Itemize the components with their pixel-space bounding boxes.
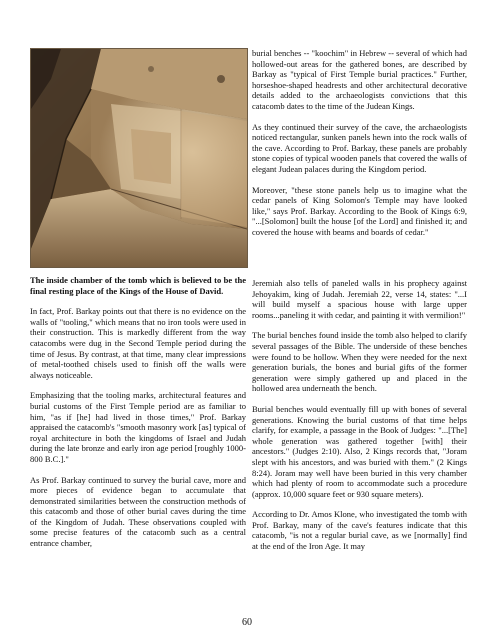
paragraph: As they continued their survey of the cave, the archaeologists noticed rectangular, sunken panels hewn into the rock walls of the cave. According to Prof. Barkay, these panels are probably stone copies of typical wooden panels that covered the walls of elegant Judean palaces during the Kingdom period. [252,121,467,174]
paragraph: burial benches -- "koochim" in Hebrew -- several of which had hollowed-out areas for the gathered bones, are described by Barkay as "typical of First Temple burial practices." Further, horseshoe-shaped headrests and other architectural decorative details added to the archaeologists convictions that this catacomb dates to the time of the Judean Kings. [252,48,467,111]
paragraph: As Prof. Barkay continued to survey the burial cave, more and more pieces of evidence began to accumulate that demonstrated similarities between the construction methods of this catacomb and those of other burial caves during the time of the Kingdom of Judah. These observations coupled with some precise features of the catacomb such as a central entrance chamber, [30,474,246,549]
right-column-top [252,48,467,248]
paragraph: Burial benches would eventually fill up with bones of several generations. Knowing the burial customs of that time helps clarify, for example, a passage in the Book of Judges: "...[The] whole generation was gathered together [with] their ancestors." (Judges 2:10). Also, 2 Kings records that, "Joram slept with his ancestors, and was buried with them." (2 Kings 8:24). Joram may well have been buried in this very chamber which had plenty of room to accommodate such a procedure (approx. 10,000 square feet or 930 square meters). [252,403,467,499]
right-column-bottom [252,278,467,562]
paragraph: According to Dr. Amos Klone, who investigated the tomb with Prof. Barkay, many of the cave's features indicate that this catacomb, "is not a regular burial cave, as we [normally] find at the end of the Iron Age. It may [252,509,467,552]
cave-tomb-photo [30,48,248,268]
paragraph: Emphasizing that the tooling marks, architectural features and burial customs of the First Temple period are as familiar to him, "as if [he] had lived in those times," Prof. Barkay appraised the catacomb's "smooth masonry work [as] typical of royal architecture in both the kingdoms of Israel and Judah during the late bronze and early iron age period [roughly 1000-800 B.C.]." [30,390,246,464]
left-column [30,275,246,559]
paragraph: In fact, Prof. Barkay points out that there is no evidence on the walls of "tooling," which means that no iron tools were used in their construction. This is markedly different from the way catacombs were dug in the Second Temple period during the time of Jesus. By contrast, at that time, many clear impressions of metal-toothed chisels used to finish off the walls were always noticeable. [30,306,246,380]
photo-caption: The inside chamber of the tomb which is believed to be the final resting place of the Kings of the House of David. [30,275,246,296]
paragraph: Moreover, "these stone panels help us to imagine what the cedar panels of King Solomon's Temple may have looked like," says Prof. Barkay. According to the Book of Kings 6:9, "...[Solomon] built the house [of the Lord] and finished it; and covered the house with beams and boards of cedar." [252,184,467,237]
page-number: 60 [242,617,252,628]
paragraph: The burial benches found inside the tomb also helped to clarify several passages of the Bible. The underside of these benches were found to be hollow. When they were needed for the next generation burials, the bones and burial gifts of the former generation were simply gathered up and placed in the hollowed area underneath the bench. [252,330,467,394]
paragraph: Jeremiah also tells of paneled walls in his prophecy against Jehoyakim, king of Judah. Jeremiah 22, verse 14, states: "...I will build myself a spacious house with large upper rooms...paneling it with cedar, and painting it with vermilion!" [252,278,467,320]
cave-tomb-image [31,49,247,267]
